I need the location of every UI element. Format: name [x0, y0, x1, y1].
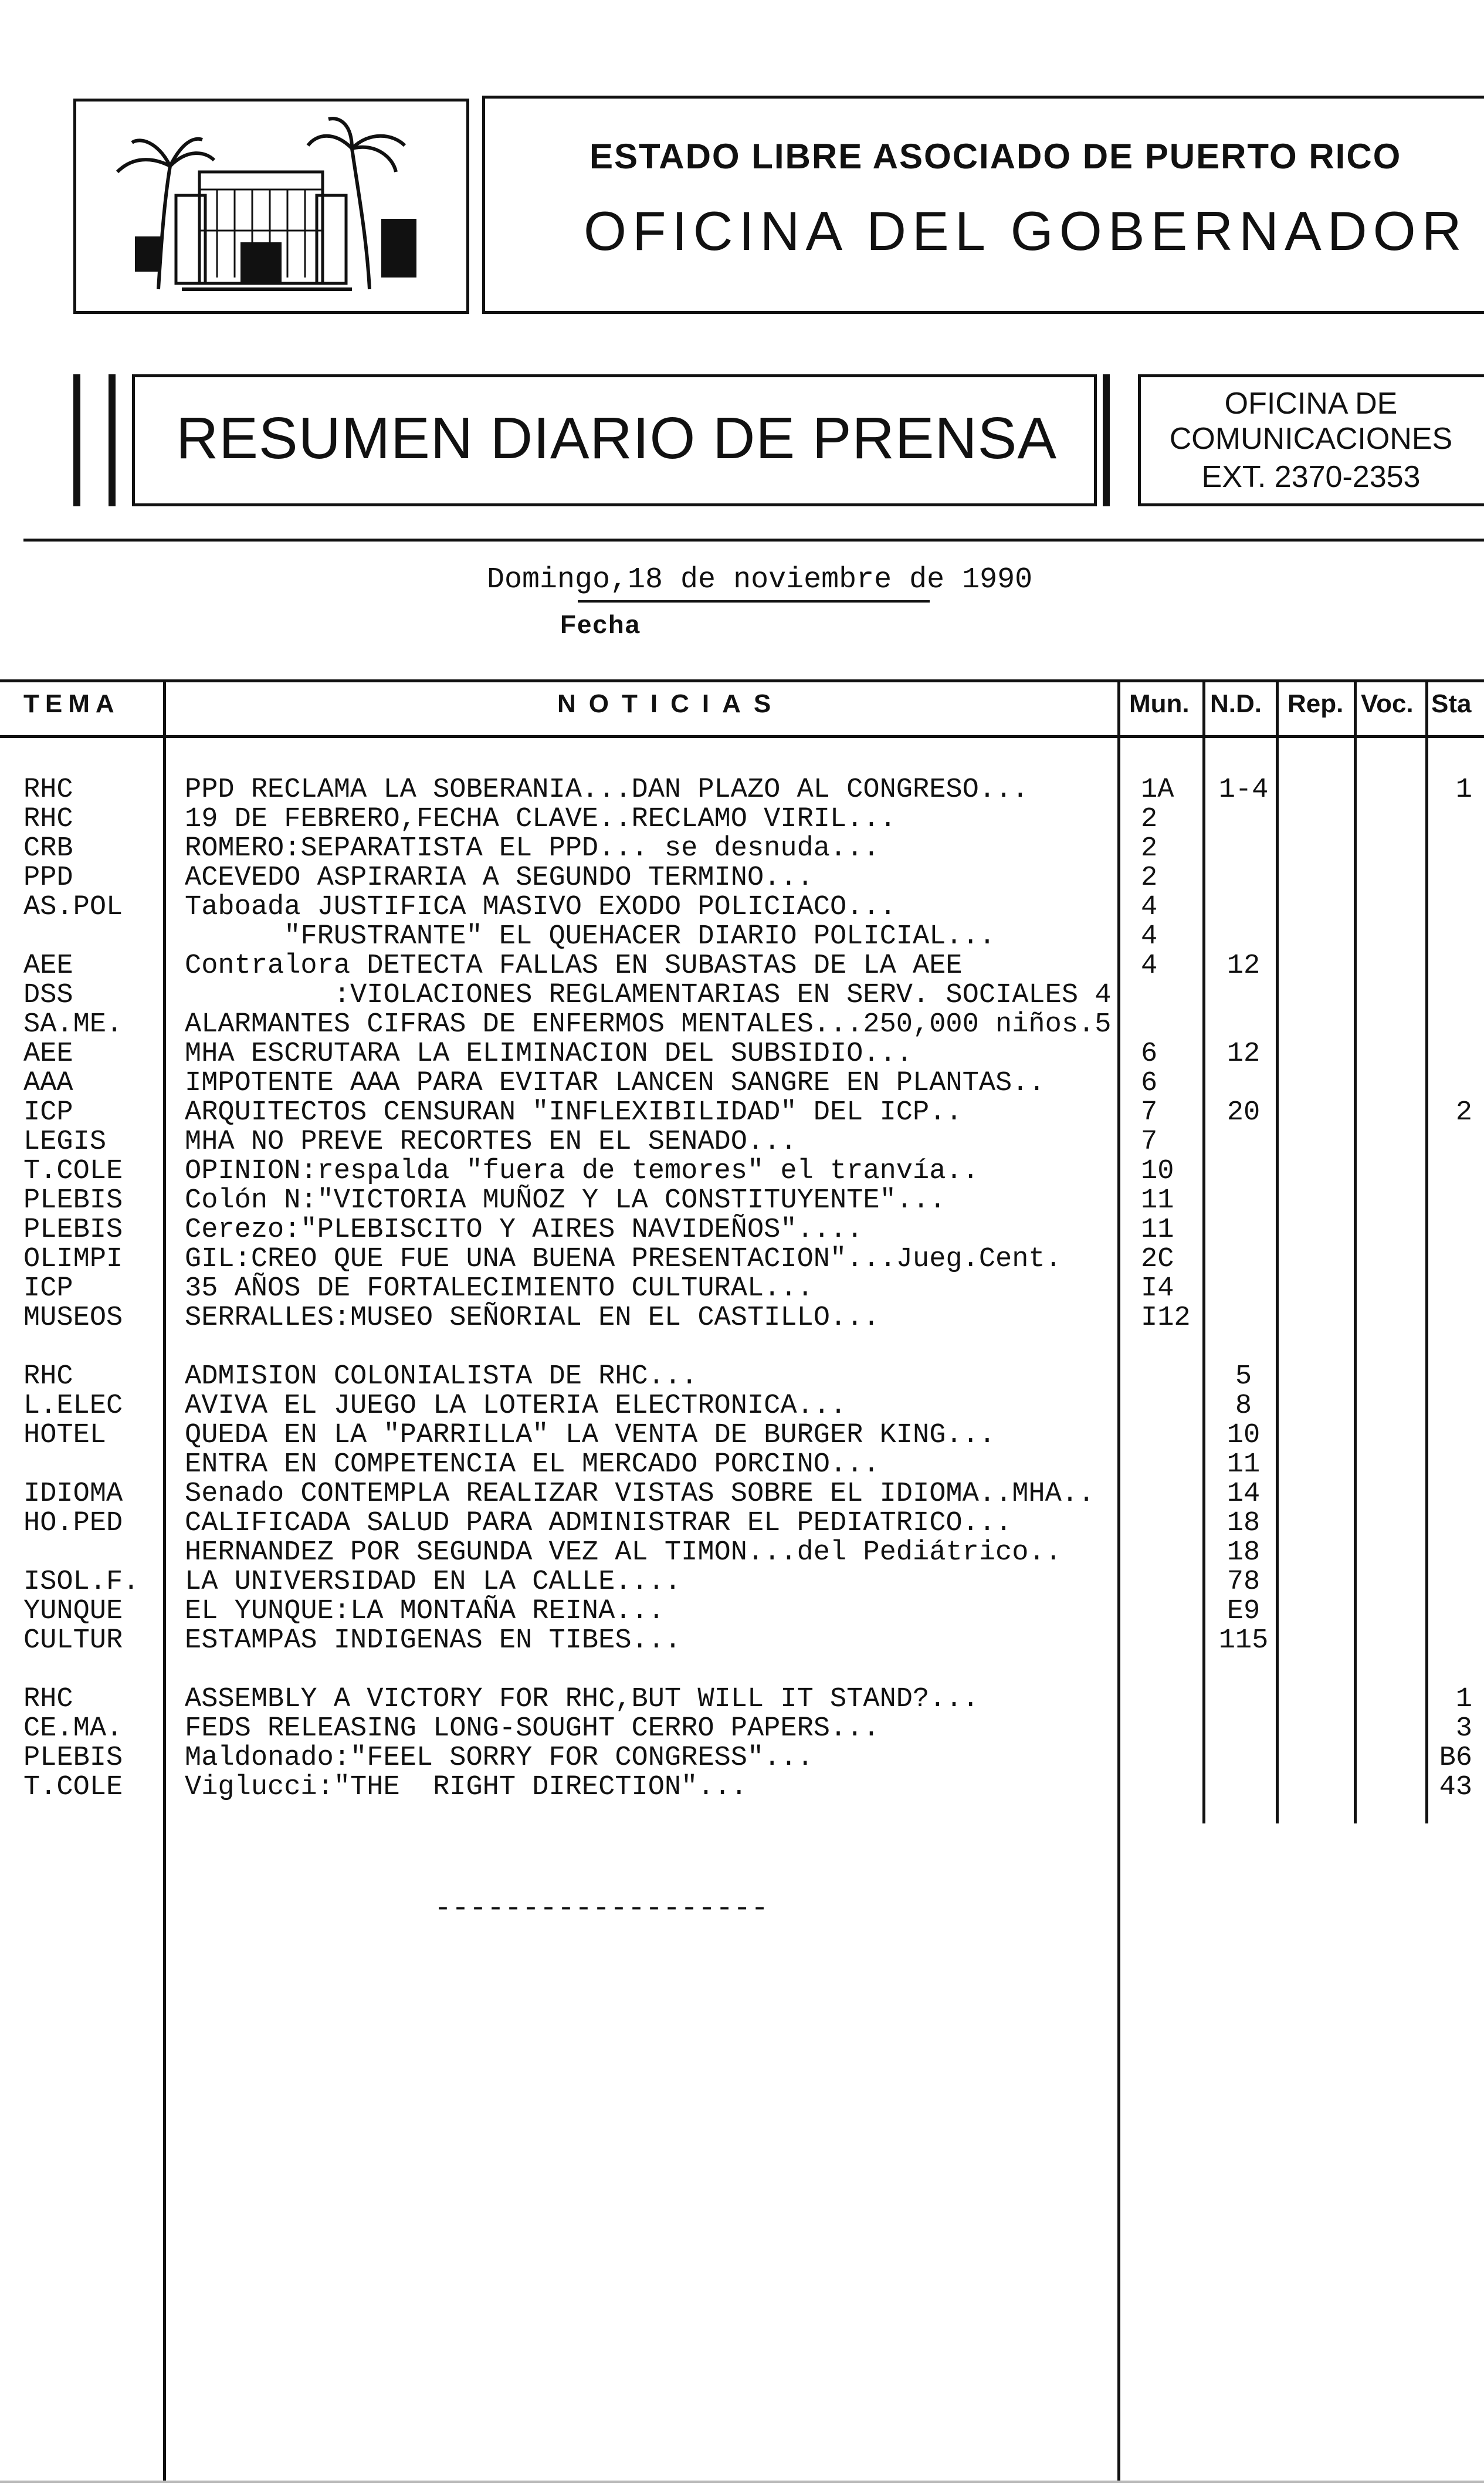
row-tema: OLIMPI — [23, 1244, 123, 1275]
row-noticia: QUEDA EN LA "PARRILLA" LA VENTA DE BURGER KING... — [185, 1420, 996, 1451]
row-nd: 5 — [1235, 1361, 1252, 1392]
row-noticia: ADMISION COLONIALISTA DE RHC... — [185, 1361, 698, 1392]
row-tema: LEGIS — [23, 1126, 107, 1158]
col-divider-nd — [1276, 679, 1279, 1823]
right-bar-1 — [1103, 374, 1110, 506]
row-tema: AEE — [23, 1038, 73, 1070]
communications-box — [1138, 374, 1484, 506]
row-tema: RHC — [23, 774, 73, 806]
bottom-edge — [0, 2481, 1484, 2483]
header-star: Sta — [1431, 689, 1472, 718]
row-tema: T.COLE — [23, 1156, 123, 1187]
row-mun: 7 — [1141, 1126, 1158, 1158]
table-top-rule — [0, 679, 1484, 682]
left-bar-2 — [109, 374, 116, 506]
row-nd: 14 — [1226, 1478, 1261, 1510]
col-divider-rep — [1354, 679, 1357, 1823]
row-tema: HOTEL — [23, 1420, 107, 1451]
date-value: Domingo,18 de noviembre de 1990 — [487, 563, 1033, 597]
row-nd: 12 — [1226, 950, 1261, 982]
end-mark: ------------------- — [434, 1892, 769, 1926]
row-mun: 2C — [1141, 1244, 1174, 1275]
logo-frame — [73, 99, 469, 314]
row-tema: T.COLE — [23, 1772, 123, 1803]
row-mun: 6 — [1141, 1068, 1158, 1099]
row-nd: E9 — [1226, 1596, 1261, 1627]
row-tema: RHC — [23, 1361, 73, 1392]
extension-line: EXT. 2370-2353 — [1201, 460, 1421, 494]
row-nd: 8 — [1235, 1390, 1252, 1422]
row-noticia: CALIFICADA SALUD PARA ADMINISTRAR EL PEDIATRICO... — [185, 1508, 1012, 1539]
header-noticias: NOTICIAS — [557, 689, 784, 718]
row-mun: 4 — [1141, 892, 1158, 923]
row-noticia: PPD RECLAMA LA SOBERANIA...DAN PLAZO AL CONGRESO... — [185, 774, 1029, 806]
row-noticia: ARQUITECTOS CENSURAN "INFLEXIBILIDAD" DEL ICP.. — [185, 1097, 963, 1128]
row-mun: 4 — [1141, 921, 1158, 952]
row-noticia: ALARMANTES CIFRAS DE ENFERMOS MENTALES...250,000 niños.5 — [185, 1009, 1112, 1040]
row-noticia: GIL:CREO QUE FUE UNA BUENA PRESENTACION"...Jueg.Cent. — [185, 1244, 1062, 1275]
row-nd: 78 — [1226, 1566, 1261, 1598]
row-noticia: Colón N:"VICTORIA MUÑOZ Y LA CONSTITUYENTE"... — [185, 1185, 946, 1216]
row-mun: 10 — [1141, 1156, 1174, 1187]
row-nd: 115 — [1218, 1625, 1269, 1656]
office-name: OFICINA DEL GOBERNADOR — [584, 200, 1468, 262]
row-nd: 12 — [1226, 1038, 1261, 1070]
row-noticia: AVIVA EL JUEGO LA LOTERIA ELECTRONICA... — [185, 1390, 847, 1422]
row-nd: 1-4 — [1218, 774, 1269, 806]
row-tema: CRB — [23, 833, 73, 864]
row-tema: MUSEOS — [23, 1302, 123, 1334]
row-nd: 10 — [1226, 1420, 1261, 1451]
row-star: 2 — [1455, 1097, 1472, 1128]
col-divider-tema — [163, 679, 166, 2481]
col-divider-voc — [1425, 679, 1428, 1823]
row-star: B6 — [1439, 1742, 1472, 1774]
row-tema: AAA — [23, 1068, 73, 1099]
row-tema: PLEBIS — [23, 1214, 123, 1246]
row-noticia: MHA ESCRUTARA LA ELIMINACION DEL SUBSIDIO... — [185, 1038, 913, 1070]
row-tema: ICP — [23, 1273, 73, 1304]
date-label: Fecha — [560, 610, 641, 639]
row-mun: 2 — [1141, 833, 1158, 864]
header-tema: TEMA — [23, 689, 120, 718]
row-mun: 2 — [1141, 804, 1158, 835]
row-noticia: Cerezo:"PLEBISCITO Y AIRES NAVIDEÑOS".... — [185, 1214, 863, 1246]
row-noticia: 19 DE FEBRERO,FECHA CLAVE..RECLAMO VIRIL... — [185, 804, 896, 835]
row-mun: I12 — [1141, 1302, 1191, 1334]
row-noticia: Senado CONTEMPLA REALIZAR VISTAS SOBRE EL IDIOMA..MHA.. — [185, 1478, 1095, 1510]
row-noticia: MHA NO PREVE RECORTES EN EL SENADO... — [185, 1126, 797, 1158]
row-nd: 18 — [1226, 1537, 1261, 1568]
row-tema: IDIOMA — [23, 1478, 123, 1510]
row-mun: 6 — [1141, 1038, 1158, 1070]
row-mun: I4 — [1141, 1273, 1174, 1304]
row-noticia: Viglucci:"THE RIGHT DIRECTION"... — [185, 1772, 747, 1803]
row-nd: 18 — [1226, 1508, 1261, 1539]
row-tema: PPD — [23, 862, 73, 894]
row-tema: YUNQUE — [23, 1596, 123, 1627]
row-tema: RHC — [23, 804, 73, 835]
header-mun: Mun. — [1129, 689, 1190, 718]
row-noticia: ACEVEDO ASPIRARIA A SEGUNDO TERMINO... — [185, 862, 814, 894]
header-voc: Voc. — [1361, 689, 1414, 718]
row-noticia: Taboada JUSTIFICA MASIVO EXODO POLICIACO... — [185, 892, 896, 923]
row-tema: CULTUR — [23, 1625, 123, 1656]
comm-office-line2: COMUNICACIONES — [1169, 422, 1453, 456]
row-noticia: "FRUSTRANTE" EL QUEHACER DIARIO POLICIAL... — [185, 921, 996, 952]
table-header-rule — [0, 735, 1484, 738]
header-rep: Rep. — [1288, 689, 1344, 718]
row-tema: PLEBIS — [23, 1185, 123, 1216]
row-tema: PLEBIS — [23, 1742, 123, 1774]
row-noticia: EL YUNQUE:LA MONTAÑA REINA... — [185, 1596, 665, 1627]
row-star: 1 — [1455, 1684, 1472, 1715]
governor-mansion-logo — [76, 101, 466, 311]
row-tema: HO.PED — [23, 1508, 123, 1539]
row-mun: 2 — [1141, 862, 1158, 894]
row-nd: 20 — [1226, 1097, 1261, 1128]
comm-office-line1: OFICINA DE — [1224, 387, 1398, 421]
row-mun: 11 — [1141, 1185, 1174, 1216]
row-noticia: FEDS RELEASING LONG-SOUGHT CERRO PAPERS... — [185, 1713, 880, 1744]
report-title: RESUMEN DIARIO DE PRENSA — [176, 405, 1058, 471]
row-star: 1 — [1455, 774, 1472, 806]
row-noticia: ENTRA EN COMPETENCIA EL MERCADO PORCINO... — [185, 1449, 880, 1480]
row-star: 43 — [1439, 1772, 1472, 1803]
row-tema: AEE — [23, 950, 73, 982]
row-tema: SA.ME. — [23, 1009, 123, 1040]
row-mun: 4 — [1141, 950, 1158, 982]
row-noticia: SERRALLES:MUSEO SEÑORIAL EN EL CASTILLO... — [185, 1302, 880, 1334]
row-tema: ICP — [23, 1097, 73, 1128]
state-name: ESTADO LIBRE ASOCIADO DE PUERTO RICO — [589, 137, 1402, 176]
row-nd: 11 — [1226, 1449, 1261, 1480]
row-noticia: ASSEMBLY A VICTORY FOR RHC,BUT WILL IT STAND?... — [185, 1684, 979, 1715]
header-nd: N.D. — [1210, 689, 1262, 718]
date-underline — [578, 600, 930, 603]
divider-top — [23, 539, 1484, 542]
left-bar-1 — [73, 374, 80, 506]
row-noticia: Contralora DETECTA FALLAS EN SUBASTAS DE LA AEE — [185, 950, 963, 982]
row-tema: L.ELEC — [23, 1390, 123, 1422]
row-noticia: OPINION:respalda "fuera de temores" el tranvía.. — [185, 1156, 979, 1187]
col-divider-mun — [1202, 679, 1205, 1823]
row-noticia: 35 AÑOS DE FORTALECIMIENTO CULTURAL... — [185, 1273, 814, 1304]
row-noticia: HERNANDEZ POR SEGUNDA VEZ AL TIMON...del Pediátrico.. — [185, 1537, 1062, 1568]
row-tema: DSS — [23, 980, 73, 1011]
row-noticia: :VIOLACIONES REGLAMENTARIAS EN SERV. SOCIALES 4 — [185, 980, 1112, 1011]
row-noticia: Maldonado:"FEEL SORRY FOR CONGRESS"... — [185, 1742, 814, 1774]
row-noticia: IMPOTENTE AAA PARA EVITAR LANCEN SANGRE EN PLANTAS.. — [185, 1068, 1045, 1099]
row-noticia: ESTAMPAS INDIGENAS EN TIBES... — [185, 1625, 682, 1656]
row-noticia: ROMERO:SEPARATISTA EL PPD... se desnuda... — [185, 833, 880, 864]
row-tema: RHC — [23, 1684, 73, 1715]
row-noticia: LA UNIVERSIDAD EN LA CALLE.... — [185, 1566, 682, 1598]
row-mun: 1A — [1141, 774, 1174, 806]
row-mun: 11 — [1141, 1214, 1174, 1246]
row-tema: AS.POL — [23, 892, 123, 923]
row-mun: 7 — [1141, 1097, 1158, 1128]
row-tema: ISOL.F. — [23, 1566, 140, 1598]
col-divider-noticias — [1117, 679, 1120, 2481]
row-tema: CE.MA. — [23, 1713, 123, 1744]
row-star: 3 — [1455, 1713, 1472, 1744]
